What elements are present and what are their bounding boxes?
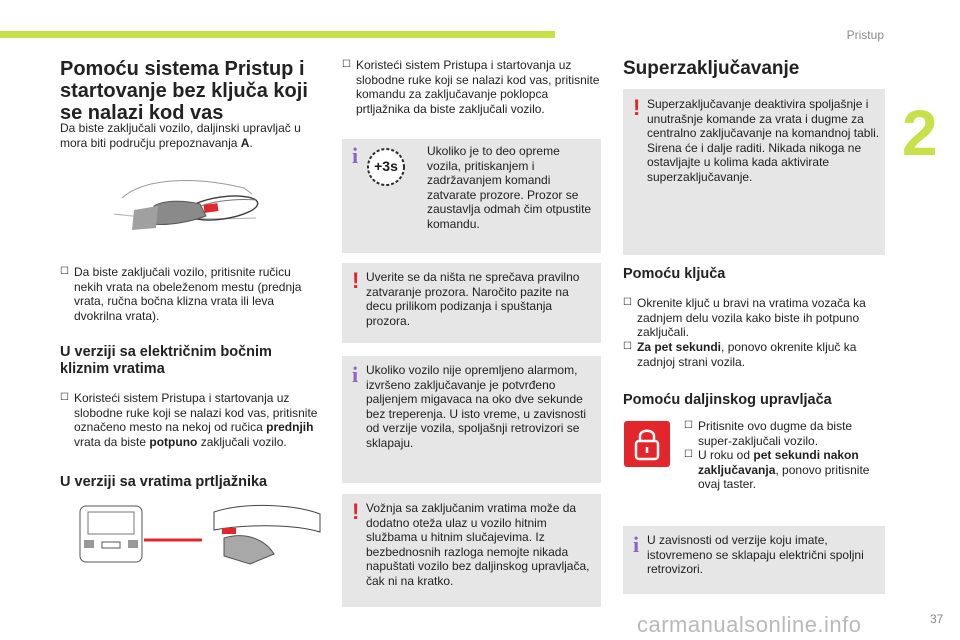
- superlocking-title: Superzaključavanje: [623, 58, 800, 79]
- list-item: ☐ Za pet sekundi, ponovo okrenite ključ ka zadnjoj strani vozila.: [623, 340, 857, 369]
- list-item: ☐ U roku od pet sekundi nakon zaključavanja, ponovo pritisnite ovaj taster.: [684, 448, 870, 491]
- exclamation-icon: !: [633, 95, 641, 120]
- list-item: ☐ Koristeći sistem Pristupa i startovanja uz slobodne ruke koji se nalazi kod vas, pritisnite komandu za zaključavanje poklopca prtljažnika da biste zaključali vozilo.: [342, 58, 600, 116]
- timer-badge: +3s: [366, 147, 406, 187]
- hand-door-handle-icon: [104, 170, 266, 242]
- warning-box-driving: ! Vožnja sa zaključanim vratima može da dodatno oteža ulaz u vozilo hitnim službama u hitnim slučajevima. Iz bezbednosnih razloga nemojte nikada napuštati vozilo bez daljinskog upravljača, čak ni na kratko.: [342, 494, 601, 607]
- info-i-icon: i: [352, 362, 359, 387]
- trunk-lock-illustration: [74, 498, 326, 568]
- subheading-remote: Pomoću daljinskog upravljača: [623, 392, 832, 408]
- door-handle-illustration: [104, 170, 266, 242]
- subheading-trunk: U verziji sa vratima prtljažnika: [60, 474, 268, 490]
- header-accent-bar: [0, 31, 555, 38]
- chapter-number: 2: [902, 97, 938, 169]
- lock-button-illustration: [624, 421, 670, 467]
- list-item: ☐ Okrenite ključ u bravi na vratima vozača ka zadnjem delu vozila kako biste ih potpuno zaključali.: [623, 296, 866, 339]
- warning-box-superlocking: ! Superzaključavanje deaktivira spoljašnje i unutrašnje komande za vrata i dugme za centralno zaključavanje na komandnoj tabli. Sirena će i dalje raditi. Nikada nikoga ne ostavljajte u kolima kada aktivirate superzaključavanje.: [623, 89, 885, 255]
- section-label: Pristup: [846, 28, 884, 42]
- exclamation-icon: !: [352, 268, 360, 293]
- info-box-mirrors: i U zavisnosti od verzije koju imate, istovremeno se sklapaju električni spoljni retrovizori.: [623, 526, 885, 594]
- checkbox-bullet-icon: ☐: [684, 449, 693, 460]
- section-title: Pomoću sistema Pristup i startovanje bez ključa koji se nalazi kod vas: [60, 58, 308, 124]
- list-item: ☐ Pritisnite ovo dugme da biste super-zaključali vozilo.: [684, 419, 853, 448]
- exclamation-icon: !: [352, 499, 360, 524]
- list-item: ☐ Da biste zaključali vozilo, pritisnite ručicu nekih vrata na obeleženom mestu (prednja vrata, ručna bočna klizna vrata ili leva dvokrilna vrata).: [60, 265, 302, 323]
- page-number: 37: [930, 612, 944, 626]
- checkbox-bullet-icon: ☐: [623, 341, 632, 352]
- info-box-windows: i +3s Ukoliko je to deo opreme vozila, pritiskanjem i zadržavanjem komandi zatvarate prozore. Prozor se zaustavlja odmah čim otpustite komandu.: [342, 139, 601, 253]
- watermark: carmanualsonline.info: [637, 612, 862, 637]
- padlock-icon: [624, 421, 670, 467]
- list-item: ☐ Koristeći sistem Pristupa i startovanja uz slobodne ruke koji se nalazi kod vas, pritisnite označeno mesto na nekoj od ručica prednjih vrata da biste potpuno zaključali vozilo.: [60, 391, 318, 449]
- checkbox-bullet-icon: ☐: [60, 266, 69, 277]
- checkbox-bullet-icon: ☐: [684, 420, 693, 431]
- info-box-alarm: i Ukoliko vozilo nije opremljeno alarmom, izvršeno zaključavanje je potvrđeno paljenjem migavaca na oko dve sekunde bez treperenja. U isto vreme, u zavisnosti od verzije vozila, spoljašnji retrovizori se sklapaju.: [342, 356, 601, 483]
- checkbox-bullet-icon: ☐: [60, 392, 69, 403]
- info-i-icon: i: [633, 532, 640, 557]
- checkbox-bullet-icon: ☐: [342, 59, 351, 70]
- subheading-electric-doors: U verziji sa električnim bočnim kliznim vratima: [60, 344, 272, 377]
- warning-box-windows: ! Uverite se da ništa ne sprečava pravilno zatvaranje prozora. Naročito pazite na decu prilikom podizanja i spuštanja prozora.: [342, 263, 601, 343]
- subheading-key: Pomoću ključa: [623, 266, 726, 282]
- tailgate-hand-icon: [74, 498, 326, 568]
- intro-paragraph: Da biste zaključali vozilo, daljinski upravljač u mora biti području prepoznavanja A.: [60, 121, 301, 150]
- checkbox-bullet-icon: ☐: [623, 297, 632, 308]
- info-i-icon: i: [352, 143, 359, 168]
